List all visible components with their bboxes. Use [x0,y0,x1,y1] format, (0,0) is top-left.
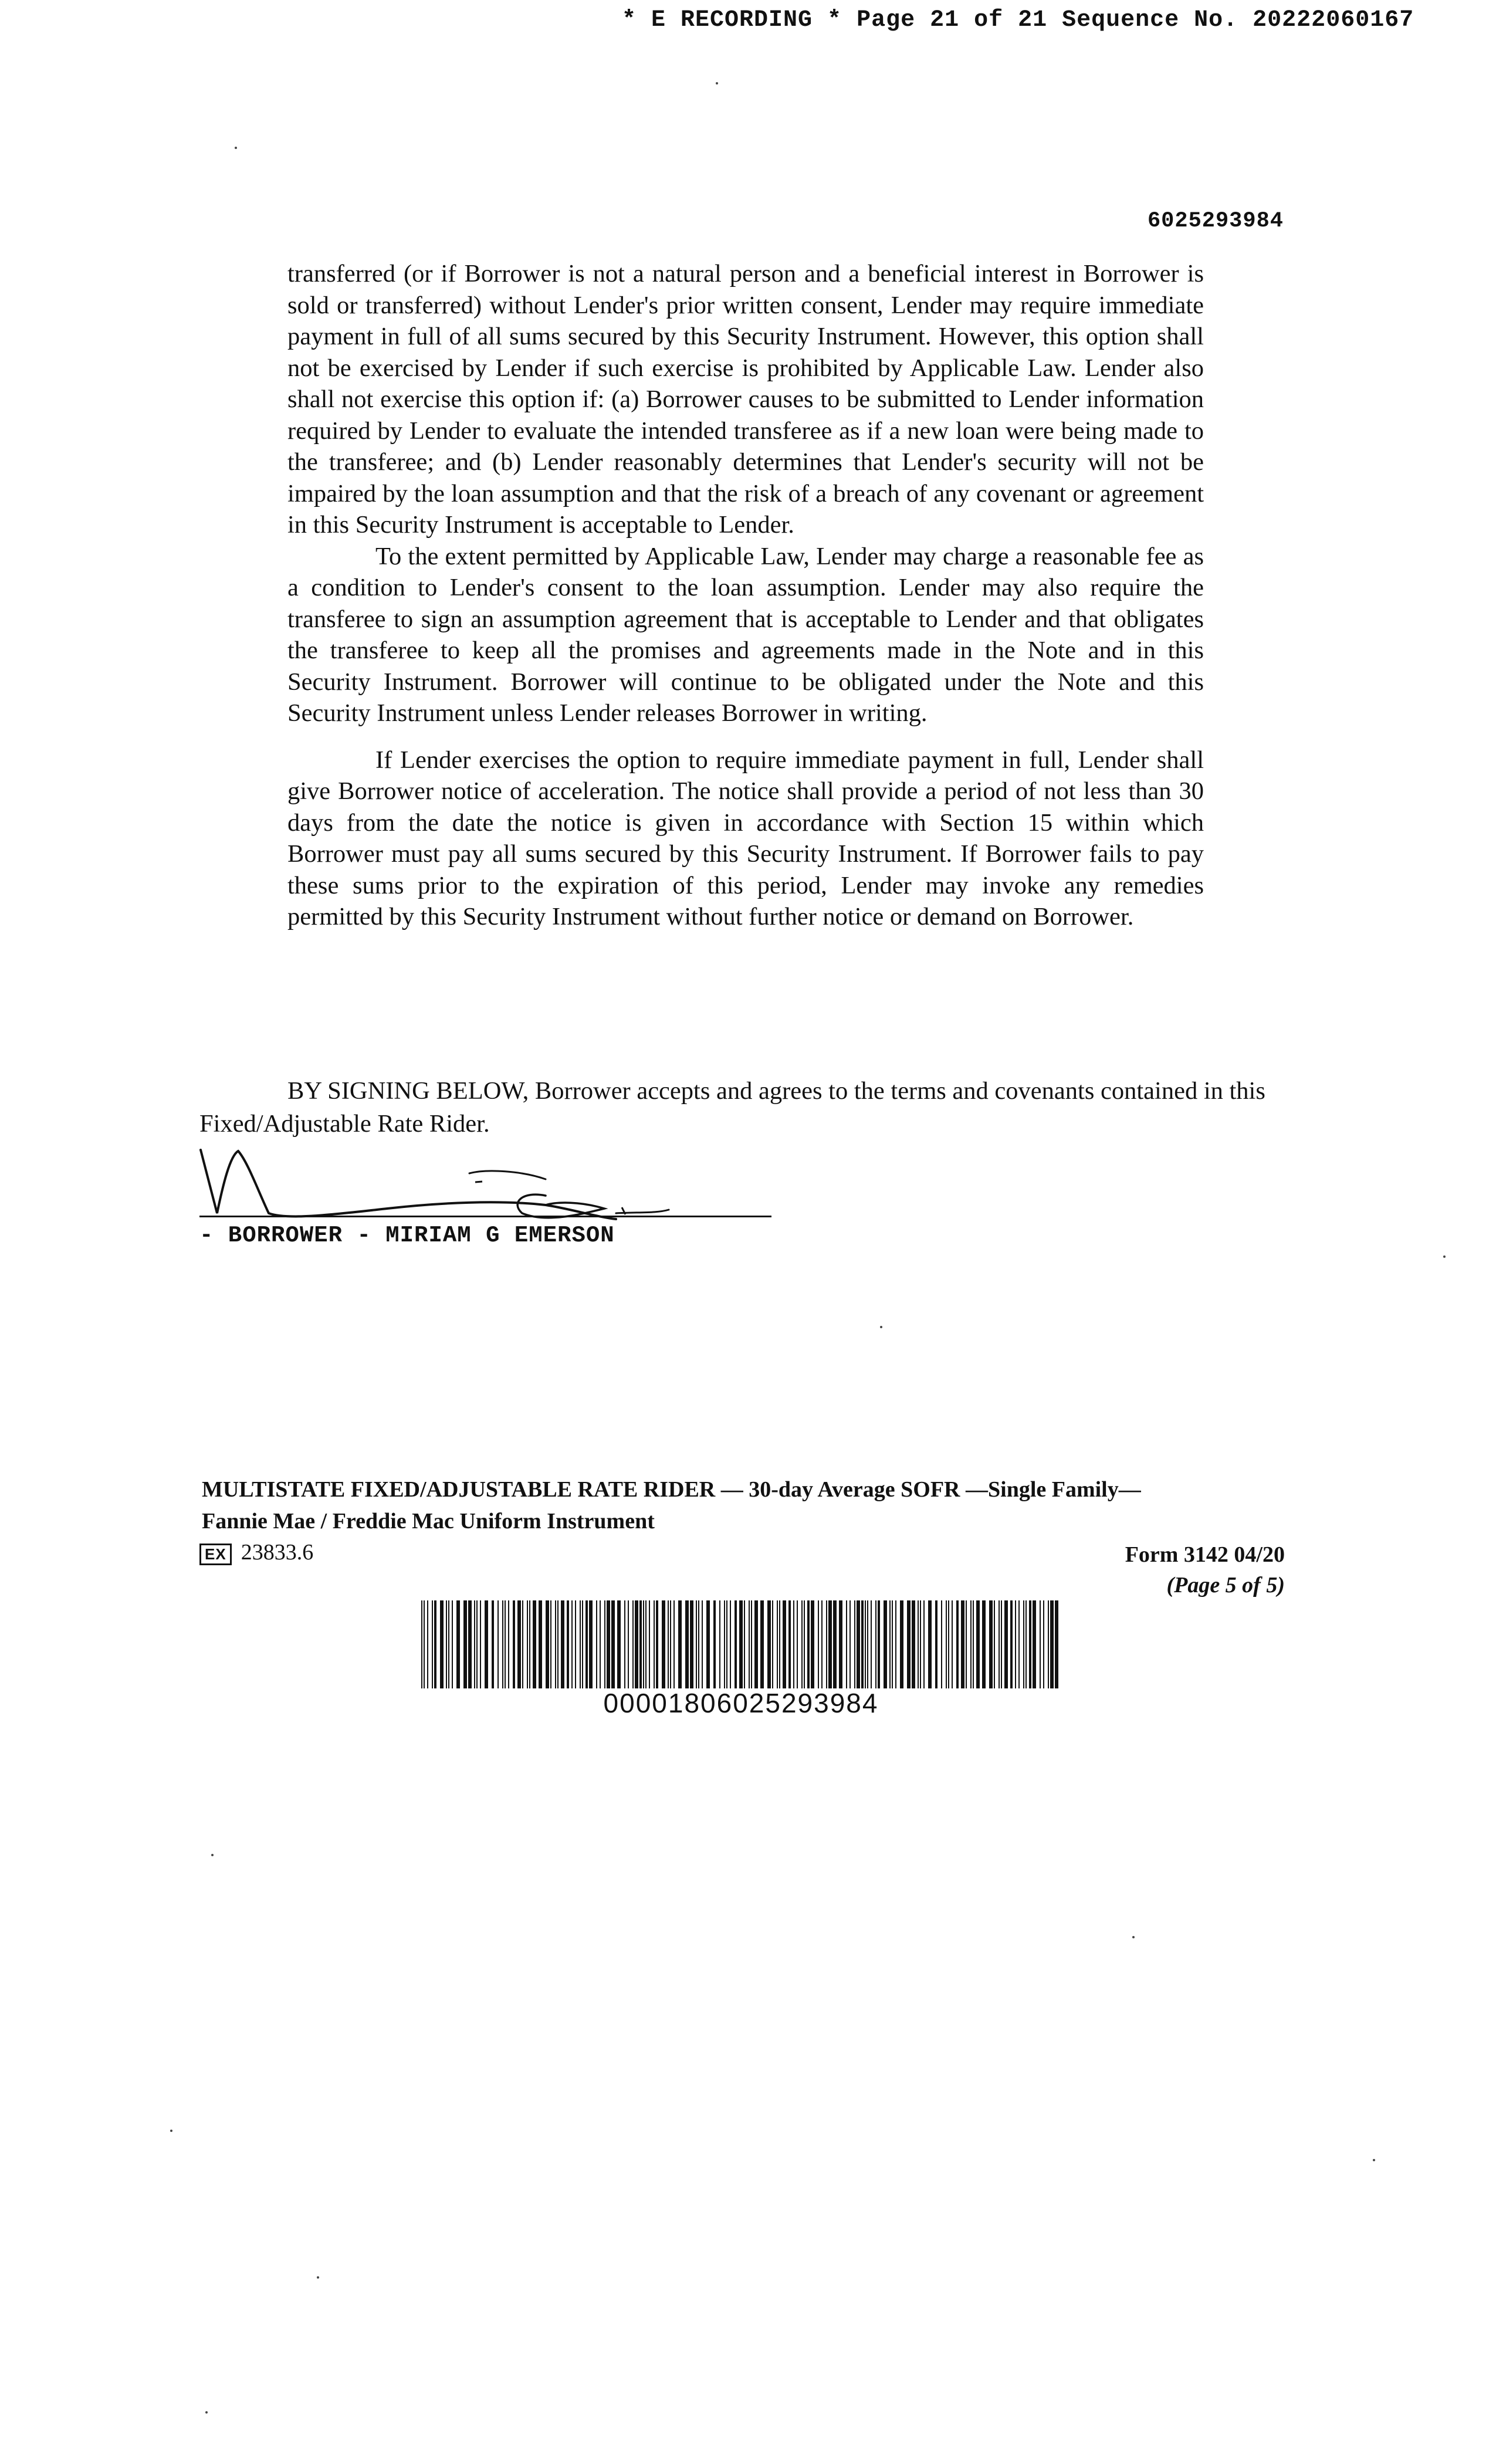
barcode-bar [801,1600,803,1688]
barcode-bar [1025,1600,1027,1688]
barcode-bar [871,1600,872,1688]
barcode-bar [424,1600,425,1688]
barcode-bar [492,1600,494,1688]
barcode-bar [440,1600,444,1688]
barcode-bar [779,1600,780,1688]
scan-speck [1132,1936,1135,1938]
barcode-bar [690,1600,693,1688]
barcode-bar [474,1600,475,1688]
barcode-bar [952,1600,953,1688]
barcode-bar [624,1600,625,1688]
barcode-bar [719,1600,720,1688]
barcode-bar [730,1600,731,1688]
barcode-bar [989,1600,993,1688]
barcode-bar [1033,1600,1036,1688]
barcode-bar [918,1600,919,1688]
barcode-bar [1043,1600,1044,1688]
barcode-bar [656,1600,658,1688]
barcode-bar [739,1600,743,1688]
barcode-bar [854,1600,855,1688]
barcode-bar [434,1600,436,1688]
scan-speck [716,82,718,84]
barcode-bar [865,1600,866,1688]
barcode-bar [857,1600,860,1688]
barcode-bar [724,1600,725,1688]
scan-speck [205,2411,208,2414]
signer-label: - BORROWER - MIRIAM G EMERSON [199,1223,615,1248]
barcode-bar [994,1600,995,1688]
barcode-bar [948,1600,949,1688]
signing-statement-text: BY SIGNING BELOW, Borrower accepts and agrees to the terms and covenants contained in this Fixed/Adjustable Rate Rider. [199,1077,1265,1138]
barcode-bar [1004,1600,1008,1688]
page-of: (Page 5 of 5) [1166,1573,1285,1597]
barcode-bar [751,1600,752,1688]
barcode-bar [807,1600,810,1688]
barcode-bar [884,1600,887,1688]
barcode-bar [895,1600,896,1688]
scan-speck [170,2130,172,2132]
barcode [421,1600,1061,1688]
recording-header: * E RECORDING * Page 21 of 21 Sequence No. 20222060167 [622,7,1414,33]
barcode-bar [970,1600,972,1688]
barcode-bar [1010,1600,1013,1688]
barcode-bar [1055,1600,1058,1688]
barcode-bar [645,1600,647,1688]
barcode-bar [649,1600,650,1688]
barcode-bar [1018,1600,1020,1688]
barcode-bar [639,1600,642,1688]
form-number: Form 3142 04/20 [1125,1542,1285,1567]
barcode-bar [811,1600,814,1688]
barcode-bar [508,1600,509,1688]
barcode-bar [935,1600,937,1688]
barcode-bar [706,1600,710,1688]
barcode-bar [999,1600,1000,1688]
barcode-bar [928,1600,932,1688]
barcode-bar [735,1600,737,1688]
barcode-bar [527,1600,528,1688]
barcode-bar [529,1600,530,1688]
barcode-bar [643,1600,644,1688]
barcode-number: 00001806025293984 [603,1688,879,1718]
barcode-bar [517,1600,521,1688]
scan-speck [211,1854,214,1856]
barcode-bar [670,1600,671,1688]
barcode-bar [976,1600,980,1688]
barcode-bar [421,1600,422,1688]
scan-speck [317,2276,319,2279]
barcode-bar [505,1600,506,1688]
barcode-bar [1023,1600,1024,1688]
barcode-bar [604,1600,605,1688]
barcode-bar [846,1600,847,1688]
barcode-bar [797,1600,798,1688]
barcode-bar [760,1600,764,1688]
barcode-bar [635,1600,638,1688]
barcode-bar [749,1600,750,1688]
barcode-bar [567,1600,569,1688]
barcode-bar [446,1600,447,1688]
barcode-bar [546,1600,549,1688]
barcode-bar [849,1600,851,1688]
barcode-bar [600,1600,601,1688]
barcode-bar [754,1600,758,1688]
barcode-bar [502,1600,503,1688]
barcode-bar [966,1600,967,1688]
barcode-bar [685,1600,689,1688]
barcode-bar [900,1600,903,1688]
scan-speck [1443,1255,1446,1258]
barcode-bar [673,1600,675,1688]
barcode-bar [628,1600,629,1688]
scan-speck [1373,2159,1375,2161]
barcode-bar [585,1600,588,1688]
barcode-bar [668,1600,669,1688]
barcode-bar [826,1600,827,1688]
barcode-bar [611,1600,615,1688]
barcode-bar [788,1600,791,1688]
paragraph-assumption-fee: To the extent permitted by Applicable Law, Lender may charge a reasonable fee as a condition to Lender's consent to the loan assumption. Lender may also require the transferee to sign an assumption agreement that is acceptable to Lender and that obligates the transferee to keep all the promises and agreements made in the Note and in this Security Instrument. Borrower will continue to be obligated under the Note and this Security Instrument unless Lender releases Borrower in writing. [287,542,1204,727]
barcode-bar [1048,1600,1049,1688]
barcode-bar [513,1600,515,1688]
barcode-bar [456,1600,460,1688]
barcode-bar [920,1600,921,1688]
barcode-bar [555,1600,556,1688]
barcode-bar [589,1600,593,1688]
barcode-bar [804,1600,805,1688]
form-code: 23833.6 [241,1540,314,1565]
barcode-bar [702,1600,703,1688]
barcode-bar [632,1600,634,1688]
barcode-bar [892,1600,893,1688]
barcode-bar [772,1600,773,1688]
barcode-bar [777,1600,778,1688]
barcode-bar [867,1600,868,1688]
barcode-bar [889,1600,891,1688]
barcode-bar [497,1600,499,1688]
form-title-line2: Fannie Mae / Freddie Mac Uniform Instrument [202,1509,655,1534]
barcode-bar [818,1600,819,1688]
barcode-bar [607,1600,610,1688]
barcode-bar [696,1600,697,1688]
form-title [202,1474,1316,1537]
barcode-bar [828,1600,832,1688]
barcode-bar [923,1600,925,1688]
barcode-bar [1015,1600,1016,1688]
barcode-bar [468,1600,472,1688]
barcode-bar [452,1600,453,1688]
form-title-line1: MULTISTATE FIXED/ADJUSTABLE RATE RIDER — 30-day Average SOFR —Single Family— [202,1477,1141,1502]
barcode-bar [485,1600,488,1688]
barcode-bar [463,1600,467,1688]
barcode-bar [580,1600,581,1688]
barcode-bar [941,1600,942,1688]
barcode-bar [522,1600,523,1688]
barcode-bar [961,1600,964,1688]
barcode-bar [875,1600,876,1688]
ellie-mae-badge-icon: EX [199,1544,232,1565]
barcode-bar [432,1600,433,1688]
barcode-bar [561,1600,564,1688]
barcode-bar [726,1600,727,1688]
barcode-bar [833,1600,837,1688]
barcode-bar [678,1600,682,1688]
paragraph-acceleration: If Lender exercises the option to require immediate payment in full, Lender shall give Borrower notice of acceleration. The notice shall provide a period of not less than 30 days from the date the notice is given in accordance with Section 15 within which Borrower must pay all sums secured by this Security Instrument. If Borrower fails to pay these sums prior to the expiration of this period, Lender may invoke any remedies permitted by this Security Instrument without further notice or demand on Borrower. [287,746,1204,930]
barcode-bar [662,1600,665,1688]
barcode-bar [557,1600,559,1688]
rider-body [287,258,1204,933]
barcode-bar [550,1600,551,1688]
barcode-bar [582,1600,583,1688]
barcode-bar [907,1600,911,1688]
barcode-bar [533,1600,536,1688]
form-code-block [199,1539,313,1565]
signing-statement [199,1075,1291,1140]
barcode-bar [476,1600,478,1688]
barcode-bar [617,1600,621,1688]
barcode-bar [1040,1600,1041,1688]
scan-speck [880,1326,882,1328]
barcode-bar [793,1600,794,1688]
barcode-bar [427,1600,428,1688]
barcode-bar [571,1600,573,1688]
paragraph-transfer: transferred (or if Borrower is not a natural person and a beneficial interest in Borrower is sold or transferred) without Lender's prior written consent, Lender may require immediate payment in full of all sums secured by this Security Instrument. However, this option shall not be exercised by Lender if such exercise is prohibited by Applicable Law. Lender also shall not exercise this option if: (a) Borrower causes to be submitted to Lender information required by Lender to evaluate the intended transferee as if a new loan were being made to the transferee; and (b) Lender reasonably determines that Lender's security will not be impaired by the loan assumption and that the risk of a breach of any covenant or agreement in this Security Instrument is acceptable to Lender. [287,260,1204,539]
barcode-bar [973,1600,974,1688]
barcode-bar [1001,1600,1002,1688]
barcode-bar [878,1600,880,1688]
barcode-bar [698,1600,699,1688]
barcode-bar [480,1600,481,1688]
barcode-bar [839,1600,842,1688]
barcode-bar [946,1600,947,1688]
barcode-bar [861,1600,864,1688]
loan-number: 6025293984 [1147,209,1284,233]
scan-speck [235,147,237,149]
barcode-bar [912,1600,915,1688]
barcode-bar [783,1600,786,1688]
barcode-bar [956,1600,959,1688]
barcode-bar [713,1600,716,1688]
barcode-bar [448,1600,449,1688]
form-number-block [1125,1539,1285,1600]
barcode-bar [767,1600,771,1688]
barcode-bar [744,1600,745,1688]
barcode-bar [821,1600,823,1688]
barcode-bar [1029,1600,1031,1688]
barcode-bar [1050,1600,1054,1688]
barcode-bar [539,1600,542,1688]
barcode-bar [982,1600,986,1688]
barcode-bar [575,1600,576,1688]
signature-line [199,1216,771,1217]
barcode-bar [654,1600,655,1688]
barcode-bar [596,1600,597,1688]
